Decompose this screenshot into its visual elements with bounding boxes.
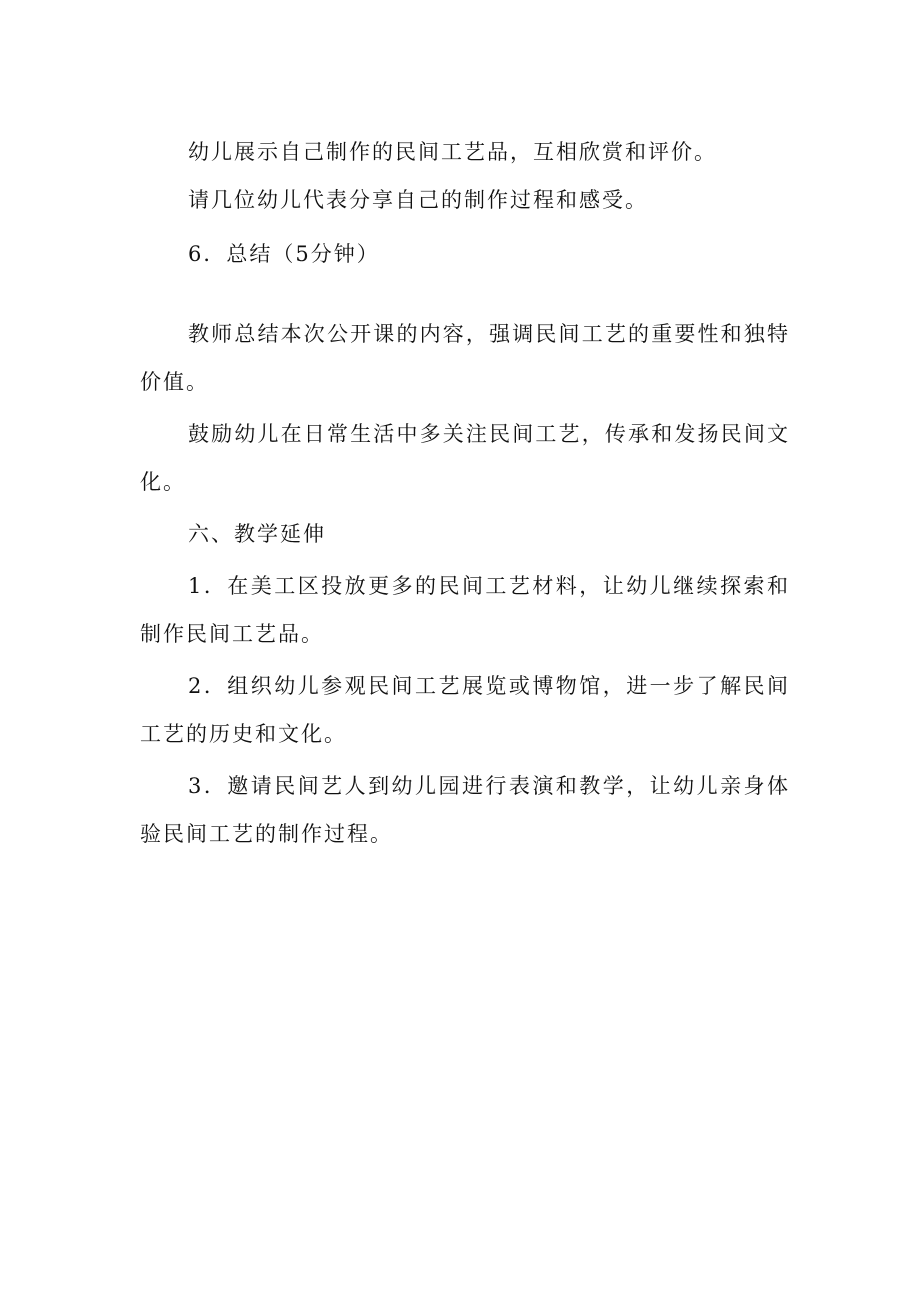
list-item-3: 3．邀请民间艺人到幼儿园进行表演和教学，让幼儿亲身体验民间工艺的制作过程。	[140, 774, 790, 846]
document-body	[140, 128, 790, 858]
paragraph-share-process: 请几位幼儿代表分享自己的制作过程和感受。	[188, 188, 648, 212]
list-item-1: 1．在美工区投放更多的民间工艺材料，让幼儿继续探索和制作民间工艺品。	[140, 574, 790, 646]
step-heading-summary: 6．总结（5分钟）	[188, 242, 380, 266]
paragraph-display-crafts: 幼儿展示自己制作的民间工艺品，互相欣赏和评价。	[188, 140, 717, 164]
paragraph-teacher-summary: 教师总结本次公开课的内容，强调民间工艺的重要性和独特价值。	[140, 322, 790, 394]
paragraph-encourage: 鼓励幼儿在日常生活中多关注民间工艺，传承和发扬民间文化。	[140, 422, 790, 494]
section-heading-extension: 六、教学延伸	[188, 522, 326, 546]
list-item-2: 2．组织幼儿参观民间工艺展览或博物馆，进一步了解民间工艺的历史和文化。	[140, 674, 790, 746]
